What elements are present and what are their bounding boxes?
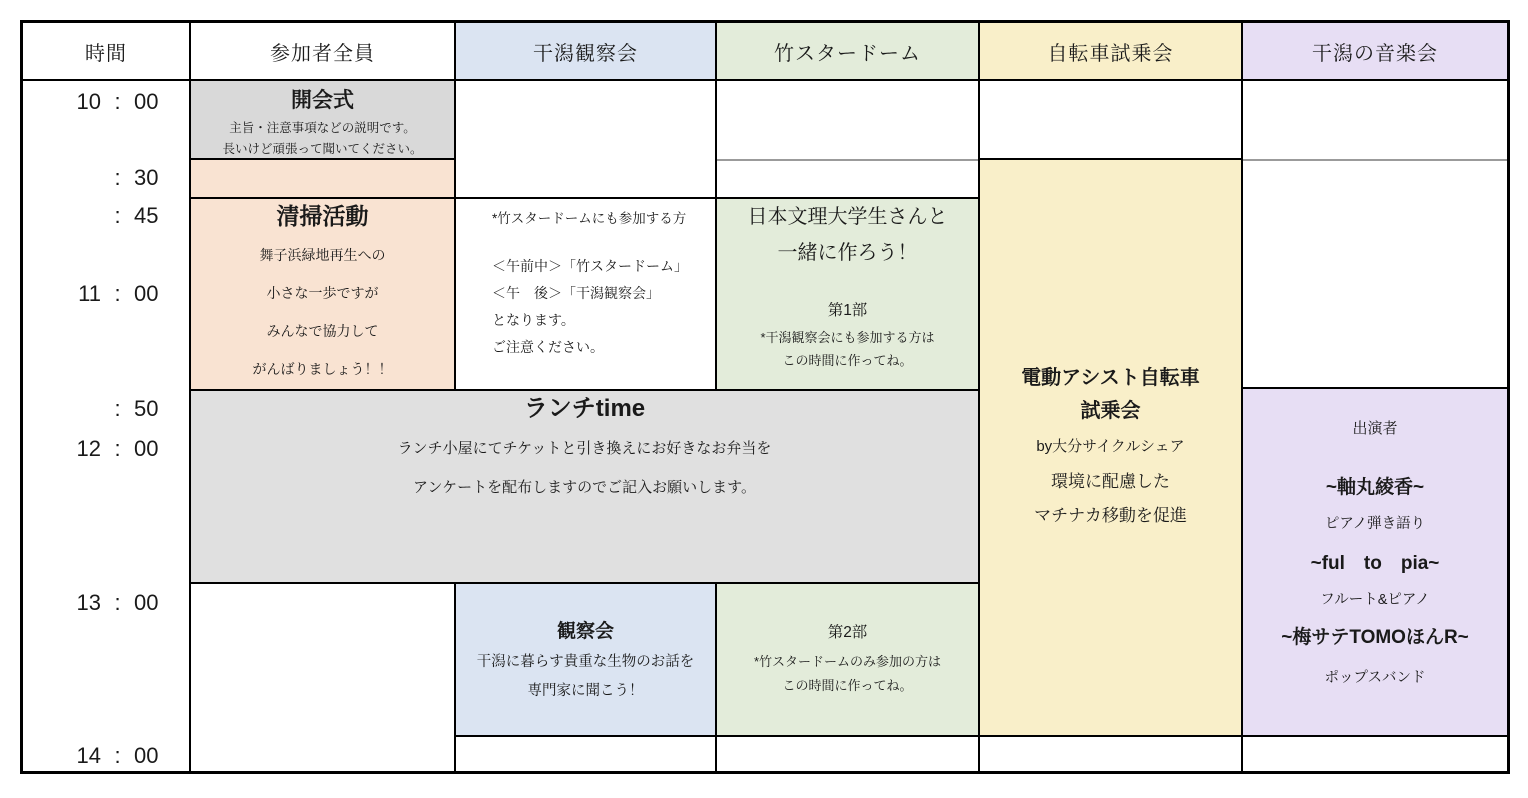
cell-empty-music-end <box>1242 736 1508 772</box>
higata-notice-line-5: ご注意ください。 <box>492 339 604 355</box>
time-label-1200: 12 : 00 <box>76 436 159 461</box>
bike-event-title-2: 試乗会 <box>1080 400 1141 422</box>
cell-empty-higata-end <box>455 736 716 772</box>
cell-dome-part2 <box>716 583 979 736</box>
opening-ceremony-title: 開会式 <box>291 89 354 112</box>
divider-line <box>717 159 978 161</box>
time-label-1150: : 50 <box>114 396 159 421</box>
cell-empty-all-afternoon <box>190 583 455 772</box>
higata-notice-line-2: ＜午前中＞「竹スタードーム」 <box>492 258 688 274</box>
cell-dome-part1 <box>716 198 979 390</box>
performer-2-desc: フルート&ピアノ <box>1320 592 1430 608</box>
lunch-desc-2: アンケートを配布しますのでご記入お願いします。 <box>413 479 756 496</box>
bike-event-title-1: 電動アシスト自転車 <box>1021 367 1200 389</box>
performer-2-name: ~ful to pia~ <box>1310 553 1440 574</box>
time-label-1000: 10 : 00 <box>76 89 159 114</box>
header-bicycle-test-ride <box>979 22 1242 80</box>
header-bamboo-star-dome <box>716 22 979 80</box>
cell-opening-ceremony <box>190 80 455 159</box>
header-tidal-flat-concert-label: 干潟の音楽会 <box>1312 42 1438 65</box>
cell-empty-all-1030 <box>190 159 455 198</box>
bike-event-desc-1: 環境に配慮した <box>1051 472 1170 491</box>
cleaning-activity-line-4: がんばりましょう！！ <box>252 361 393 377</box>
performer-1-desc: ピアノ弾き語り <box>1324 516 1426 532</box>
performer-1-name: ~軸丸綾香~ <box>1325 477 1425 498</box>
higata-notice-line-3: ＜午 後＞「干潟観察会」 <box>492 285 660 301</box>
time-label-1030: : 30 <box>114 165 159 190</box>
dome-part2-note-1: *竹スタードームのみ参加の方は <box>753 654 942 669</box>
observation-desc-1: 干潟に暮らす貴重な生物のお話を <box>476 654 695 670</box>
cell-observation-session <box>455 583 716 736</box>
lunch-desc-1: ランチ小屋にてチケットと引き換えにお好きなお弁当を <box>397 440 772 457</box>
dome-part1-note-2: この時間に作ってね。 <box>782 353 913 368</box>
lunch-title: ランチtime <box>523 395 646 422</box>
header-tidal-flat-observation-label: 干潟観察会 <box>533 42 638 65</box>
cell-empty-bike-end <box>979 736 1242 772</box>
cell-lunch-time <box>190 390 979 583</box>
cell-empty-dome-end <box>716 736 979 772</box>
time-label-1045: : 45 <box>114 203 159 228</box>
bike-event-desc-2: マチナカ移動を促進 <box>1034 506 1187 525</box>
opening-ceremony-desc-1: 主旨・注意事項などの説明です。 <box>229 121 416 135</box>
header-all-participants <box>190 22 455 80</box>
cleaning-activity-line-2: 小さな一歩ですが <box>266 285 379 301</box>
header-tidal-flat-concert <box>1242 22 1508 80</box>
time-column <box>22 80 190 772</box>
cell-empty-bike-morning <box>979 80 1242 159</box>
cell-cleaning-activity <box>190 198 455 390</box>
dome-part1-note-1: *干潟観察会にも参加する方は <box>760 330 935 345</box>
performer-3-desc: ポップスバンド <box>1324 670 1426 686</box>
time-label-1300: 13 : 00 <box>76 590 159 615</box>
header-all-participants-label: 参加者全員 <box>270 42 375 65</box>
cell-empty-dome-morning <box>716 80 979 198</box>
header-time-label: 時間 <box>85 42 127 65</box>
cell-empty-higata-morning <box>455 80 716 198</box>
higata-notice-line-4: となります。 <box>492 312 575 328</box>
opening-ceremony-desc-2: 長いけど頑張って聞いてください。 <box>222 142 423 156</box>
dome-part2-note-2: この時間に作ってね。 <box>782 678 913 693</box>
cell-empty-music-morning <box>1242 80 1508 388</box>
observation-title: 観察会 <box>556 621 614 642</box>
performers-label: 出演者 <box>1352 420 1398 437</box>
header-time <box>22 22 190 80</box>
cell-higata-notice <box>455 198 716 390</box>
schedule-table <box>20 20 1510 774</box>
performer-3-name: ~梅サテTOMOほんR~ <box>1281 627 1469 648</box>
cell-concert-performers <box>1242 388 1508 736</box>
divider-line <box>1243 159 1507 161</box>
header-tidal-flat-observation <box>455 22 716 80</box>
dome-part1-line-1: 日本文理大学生さんと <box>747 206 948 228</box>
cleaning-activity-title: 清掃活動 <box>276 203 369 229</box>
higata-notice-line-1: *竹スタードームにも参加する方 <box>492 211 687 226</box>
header-bamboo-star-dome-label: 竹スタードーム <box>774 42 921 65</box>
cell-bike-event <box>979 159 1242 736</box>
header-bicycle-test-ride-label: 自転車試乗会 <box>1047 42 1174 65</box>
bike-event-by: by大分サイクルシェア <box>1036 438 1185 455</box>
dome-part1-line-2: 一緒に作ろう！ <box>777 242 918 264</box>
cleaning-activity-line-3: みんなで協力して <box>266 323 379 339</box>
time-label-1400: 14 : 00 <box>76 743 159 768</box>
dome-part1-label: 第1部 <box>827 302 868 319</box>
dome-part2-label: 第2部 <box>827 624 868 641</box>
cleaning-activity-line-1: 舞子浜緑地再生への <box>259 247 386 263</box>
observation-desc-2: 専門家に聞こう！ <box>527 683 644 699</box>
time-label-1100: 11 : 00 <box>78 281 159 306</box>
